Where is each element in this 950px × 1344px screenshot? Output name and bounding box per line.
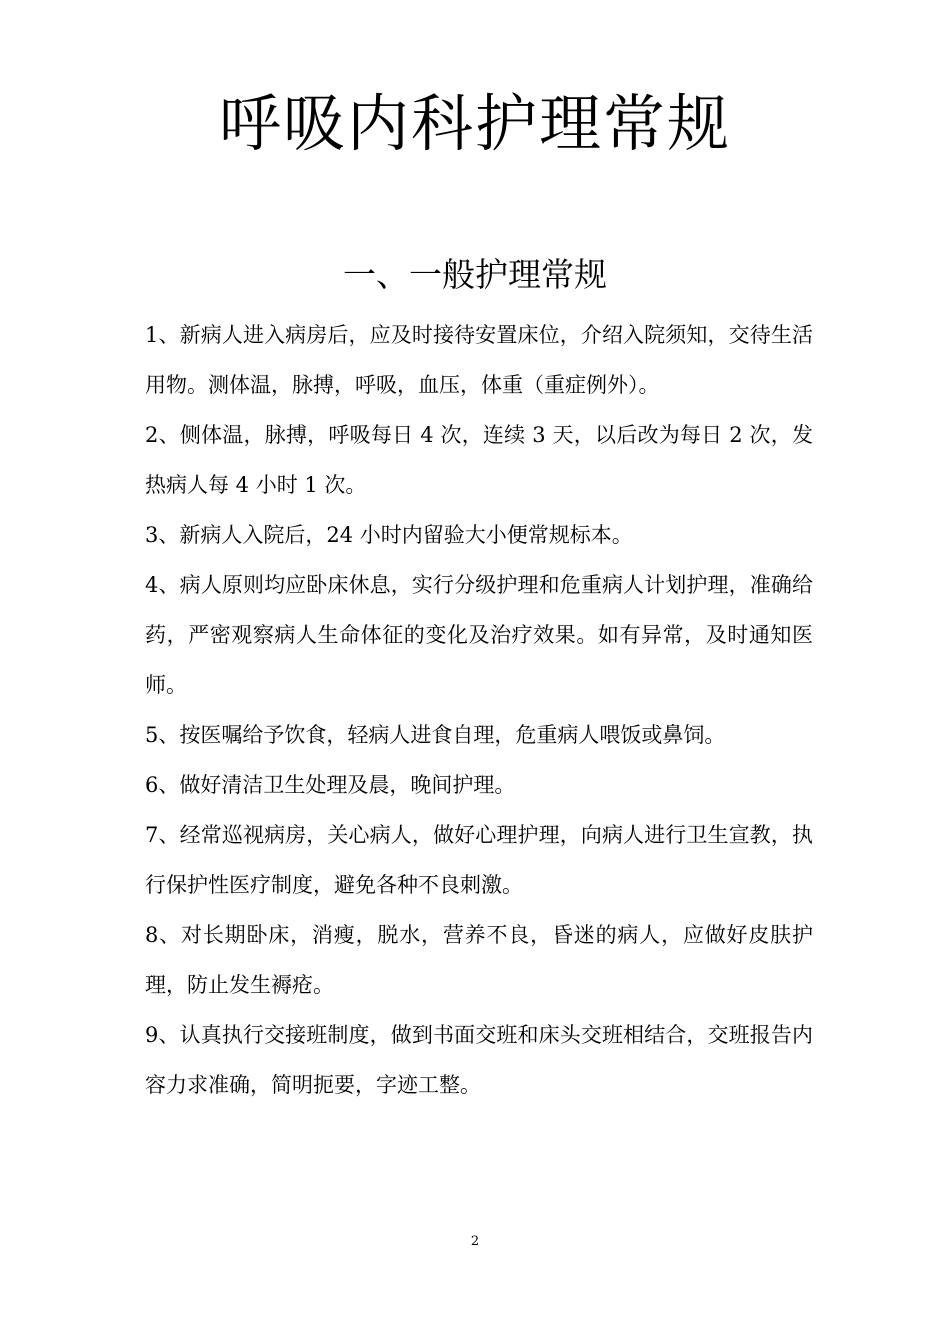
list-item-9: 9、认真执行交接班制度，做到书面交班和床头交班相结合，交班报告内容力求准确，简明扼要，字迹工整。: [145, 1023, 813, 1097]
list-item-2: 2、侧体温，脉搏，呼吸每日 4 次，连续 3 天，以后改为每日 2 次，发热病人每 4 小时 1 次。: [145, 423, 813, 497]
list-item-6: 6、做好清洁卫生处理及晨，晚间护理。: [145, 773, 516, 797]
list-item-7: 7、经常巡视病房，关心病人，做好心理护理，向病人进行卫生宣教，执行保护性医疗制度，避免各种不良刺激。: [145, 823, 813, 897]
nursing-rules-list: [145, 310, 813, 1110]
section-heading: 一、一般护理常规: [343, 255, 607, 294]
document-title: 呼吸内科护理常规: [218, 87, 731, 160]
list-item-3: 3、新病人入院后，24 小时内留验大小便常规标本。: [145, 523, 633, 547]
list-item-5: 5、按医嘱给予饮食，轻病人进食自理，危重病人喂饭或鼻饲。: [145, 723, 726, 747]
page-number: 2: [470, 1234, 480, 1249]
list-item-1: 1、新病人进入病房后，应及时接待安置床位，介绍入院须知，交待生活用物。测体温，脉搏，呼吸，血压，体重（重症例外）。: [145, 323, 813, 397]
list-item-4: 4、病人原则均应卧床休息，实行分级护理和危重病人计划护理，准确给药，严密观察病人生命体征的变化及治疗效果。如有异常，及时通知医师。: [145, 573, 813, 697]
list-item-8: 8、对长期卧床，消瘦，脱水，营养不良，昏迷的病人，应做好皮肤护理，防止发生褥疮。: [145, 923, 813, 997]
